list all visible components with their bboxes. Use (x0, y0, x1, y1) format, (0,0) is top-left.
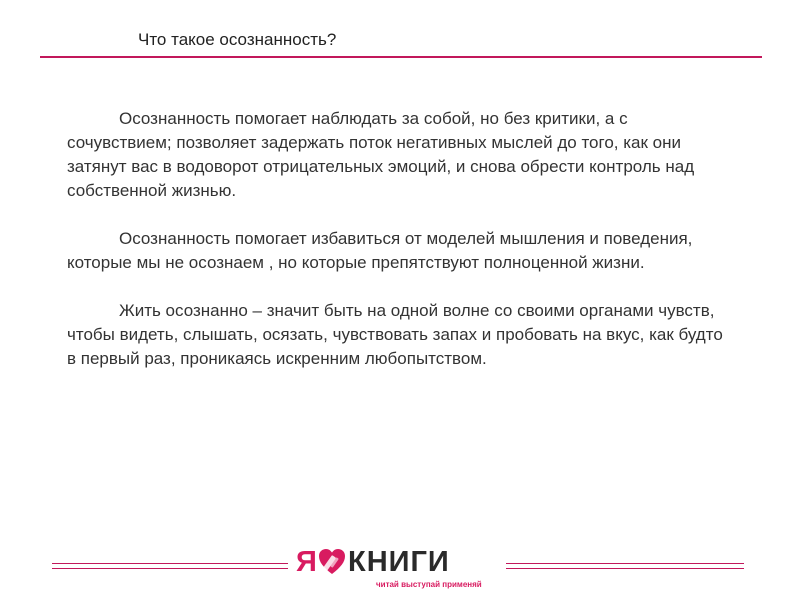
heart-icon (318, 547, 346, 577)
paragraph-2: Осознанность помогает избавиться от моделей мышления и поведения, которые мы не осознаем , но которые препятствуют полноценной жизни. (67, 229, 693, 272)
brand-logo (296, 545, 496, 593)
footer-right-rule-bottom (506, 568, 744, 569)
title-divider (40, 56, 762, 58)
body-text (67, 107, 727, 395)
footer-left-rule-top (52, 563, 288, 564)
logo-wordmark: КНИГИ (348, 546, 450, 578)
paragraph-1: Осознанность помогает наблюдать за собой, но без критики, а с сочувствием; позволяет задержать поток негативных мыслей до того, как они затянут вас в водоворот отрицательных эмоций, и снова обрести контроль над собственной жизнью. (67, 109, 695, 200)
logo-tagline: читай выступай применяй (376, 580, 482, 589)
footer-left-rule-bottom (52, 568, 288, 569)
footer-right-rule-top (506, 563, 744, 564)
paragraph-3: Жить осознанно – значит быть на одной волне со своими органами чувств, чтобы видеть, слышать, осязать, чувствовать запах и пробовать на вкус, как будто в первый раз, проникаясь искренним любопытством. (67, 301, 723, 368)
logo-ya-letter: Я (296, 546, 317, 578)
page-title: Что такое осознанность? (138, 30, 337, 49)
